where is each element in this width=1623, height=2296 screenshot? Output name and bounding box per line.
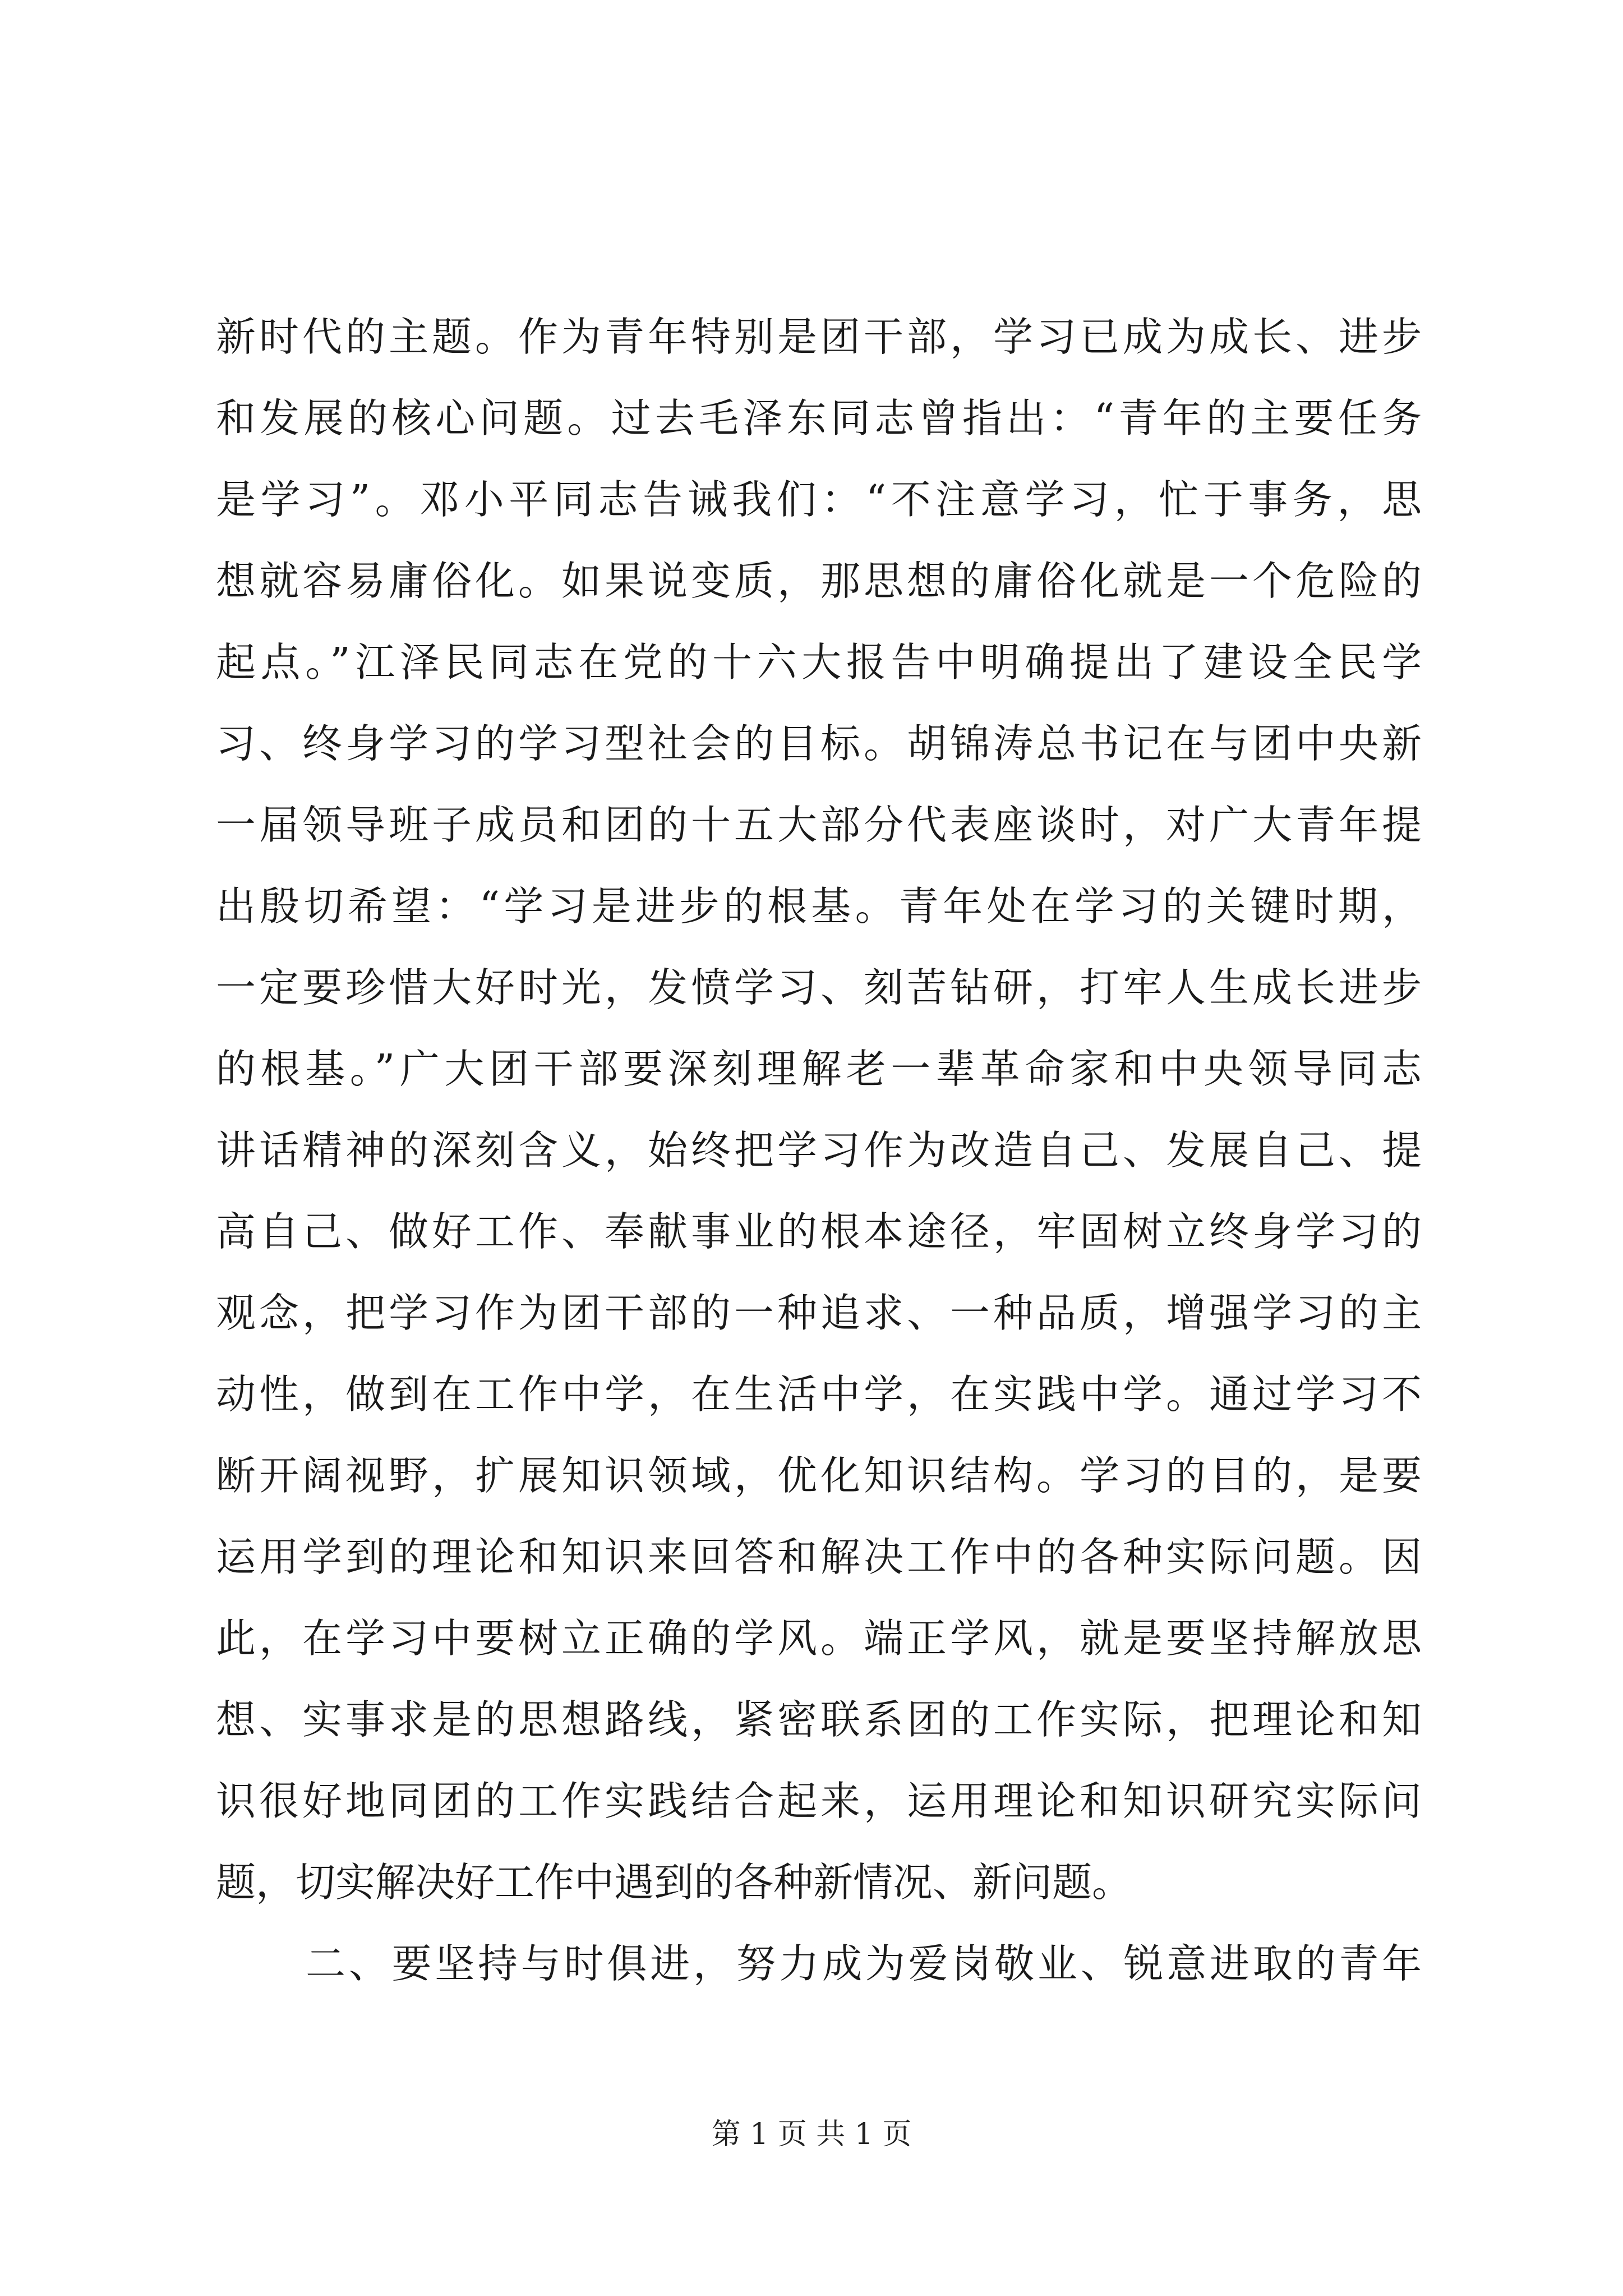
- text-line: 讲话精神的深刻含义，始终把学习作为改造自己、发展自己、提: [216, 1127, 1422, 1174]
- text-line: 观念，把学习作为团干部的一种追求、一种品质，增强学习的主: [216, 1290, 1422, 1336]
- text-line: 想、实事求是的思想路线，紧密联系团的工作实际，把理论和知: [216, 1696, 1422, 1743]
- text-line: 题，切实解决好工作中遇到的各种新情况、新问题。: [216, 1859, 1132, 1906]
- text-line: 动性，做到在工作中学，在生活中学，在实践中学。通过学习不: [216, 1371, 1422, 1418]
- text-line: 运用学到的理论和知识来回答和解决工作中的各种实际问题。因: [216, 1534, 1422, 1580]
- text-line: 一定要珍惜大好时光，发愤学习、刻苦钻研，打牢人生成长进步: [216, 964, 1422, 1011]
- text-line: 出殷切希望：“学习是进步的根基。青年处在学习的关键时期，: [216, 883, 1422, 930]
- text-line: 习、终身学习的学习型社会的目标。胡锦涛总书记在与团中央新: [216, 720, 1422, 767]
- text-line: 高自己、做好工作、奉献事业的根本途径，牢固树立终身学习的: [216, 1208, 1422, 1255]
- text-line: 断开阔视野，扩展知识领域，优化知识结构。学习的目的，是要: [216, 1452, 1422, 1499]
- text-line: 想就容易庸俗化。如果说变质，那思想的庸俗化就是一个危险的: [216, 558, 1422, 604]
- text-line: 一届领导班子成员和团的十五大部分代表座谈时，对广大青年提: [216, 802, 1422, 848]
- text-line: 的根基。”广大团干部要深刻理解老一辈革命家和中央领导同志: [216, 1046, 1422, 1092]
- page-number-footer: 第 1 页 共 1 页: [711, 2118, 912, 2151]
- text-line: 此，在学习中要树立正确的学风。端正学风，就是要坚持解放思: [216, 1615, 1422, 1662]
- text-line: 识很好地同团的工作实践结合起来，运用理论和知识研究实际问: [216, 1778, 1422, 1824]
- text-line: 新时代的主题。作为青年特别是团干部，学习已成为成长、进步: [216, 314, 1422, 360]
- text-line: 是学习”。邓小平同志告诫我们：“不注意学习，忙于事务，思: [216, 476, 1422, 523]
- text-line: 起点。”江泽民同志在党的十六大报告中明确提出了建设全民学: [216, 639, 1422, 685]
- section-heading-line: 二、要坚持与时俱进，努力成为爱岗敬业、锐意进取的青年: [306, 1940, 1422, 1987]
- text-line: 和发展的核心问题。过去毛泽东同志曾指出：“青年的主要任务: [216, 395, 1422, 441]
- body-text: [216, 296, 1422, 2004]
